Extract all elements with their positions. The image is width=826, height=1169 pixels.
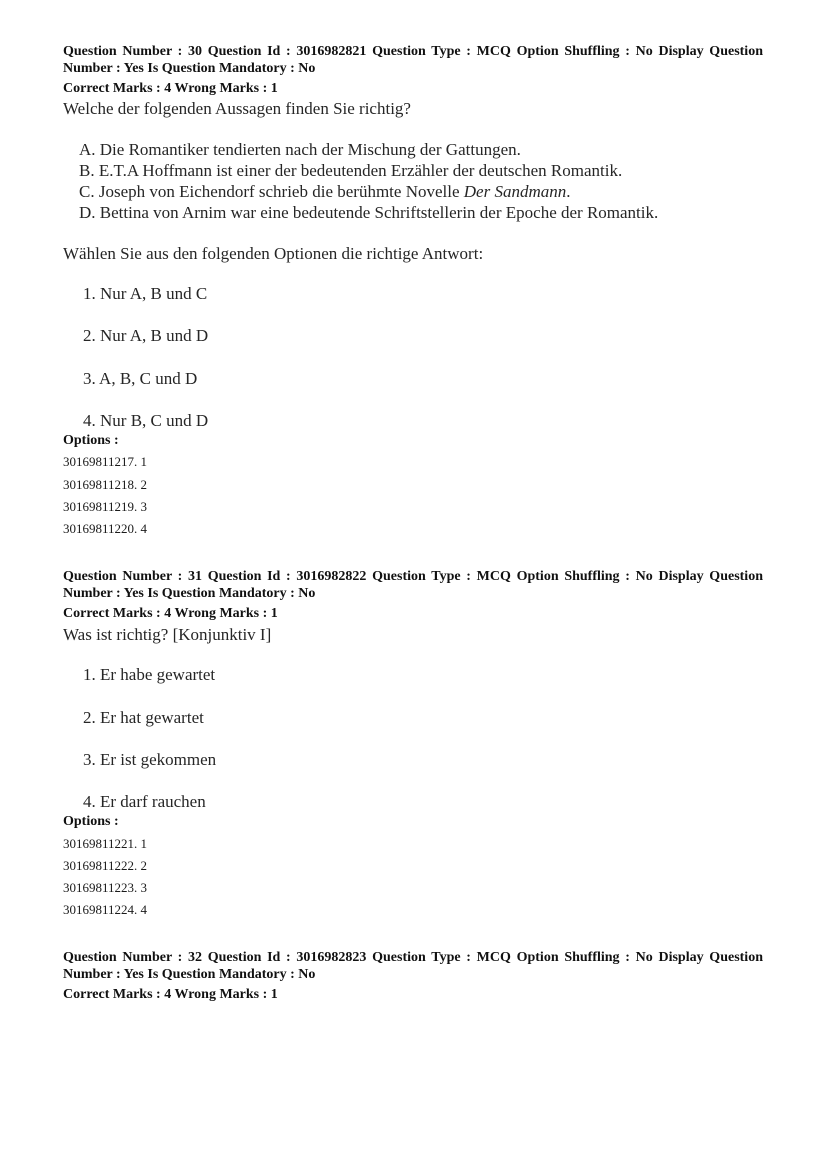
options-label: Options : (63, 814, 119, 829)
question-prompt: Welche der folgenden Aussagen finden Sie richtig? (63, 99, 411, 118)
novel-title: Der Sandmann (463, 182, 567, 201)
question-meta-line2: Number : Yes Is Question Mandatory : No (63, 586, 316, 601)
choice-3: 3. Er ist gekommen (83, 750, 217, 769)
question-meta-line1: Question Number : 31 Question Id : 3016982822 Question Type : MCQ Option Shuffling : No Display Question (63, 569, 763, 584)
statement-d: D. Bettina von Arnim war eine bedeutende Schriftstellerin der Epoche der Romantik. (79, 203, 659, 222)
statement-b: B. E.T.A Hoffmann ist einer der bedeutenden Erzähler der deutschen Romantik. (79, 161, 623, 180)
option-id: 30169811224. 4 (63, 902, 148, 917)
choice-1: 1. Er habe gewartet (83, 665, 216, 684)
question-marks: Correct Marks : 4 Wrong Marks : 1 (63, 606, 278, 621)
choice-3: 3. A, B, C und D (83, 369, 198, 388)
choice-2: 2. Er hat gewartet (83, 708, 204, 727)
question-marks: Correct Marks : 4 Wrong Marks : 1 (63, 987, 278, 1002)
question-prompt: Was ist richtig? [Konjunktiv I] (63, 625, 272, 644)
question-meta-line1: Question Number : 30 Question Id : 3016982821 Question Type : MCQ Option Shuffling : No Display Question (63, 44, 763, 59)
statement-a: A. Die Romantiker tendierten nach der Mischung der Gattungen. (79, 140, 521, 159)
choice-2: 2. Nur A, B und D (83, 326, 209, 345)
option-id: 30169811217. 1 (63, 454, 148, 469)
question-meta-line2: Number : Yes Is Question Mandatory : No (63, 61, 316, 76)
option-id: 30169811219. 3 (63, 499, 148, 514)
choice-4: 4. Nur B, C und D (83, 411, 209, 430)
question-meta-line1: Question Number : 32 Question Id : 3016982823 Question Type : MCQ Option Shuffling : No Display Question (63, 950, 763, 965)
statement-c-prefix: C. Joseph von Eichendorf schrieb die berühmte Novelle (79, 182, 464, 201)
option-id: 30169811220. 4 (63, 521, 148, 536)
options-label: Options : (63, 433, 119, 448)
question-meta-line2: Number : Yes Is Question Mandatory : No (63, 967, 316, 982)
option-id: 30169811218. 2 (63, 477, 148, 492)
instruction: Wählen Sie aus den folgenden Optionen die richtige Antwort: (63, 244, 484, 263)
option-id: 30169811222. 2 (63, 858, 148, 873)
option-id: 30169811221. 1 (63, 836, 148, 851)
statement-c (79, 182, 570, 202)
choice-1: 1. Nur A, B und C (83, 284, 208, 303)
option-id: 30169811223. 3 (63, 880, 148, 895)
choice-4: 4. Er darf rauchen (83, 792, 206, 811)
statement-c-suffix: . (566, 182, 571, 201)
question-marks: Correct Marks : 4 Wrong Marks : 1 (63, 81, 278, 96)
